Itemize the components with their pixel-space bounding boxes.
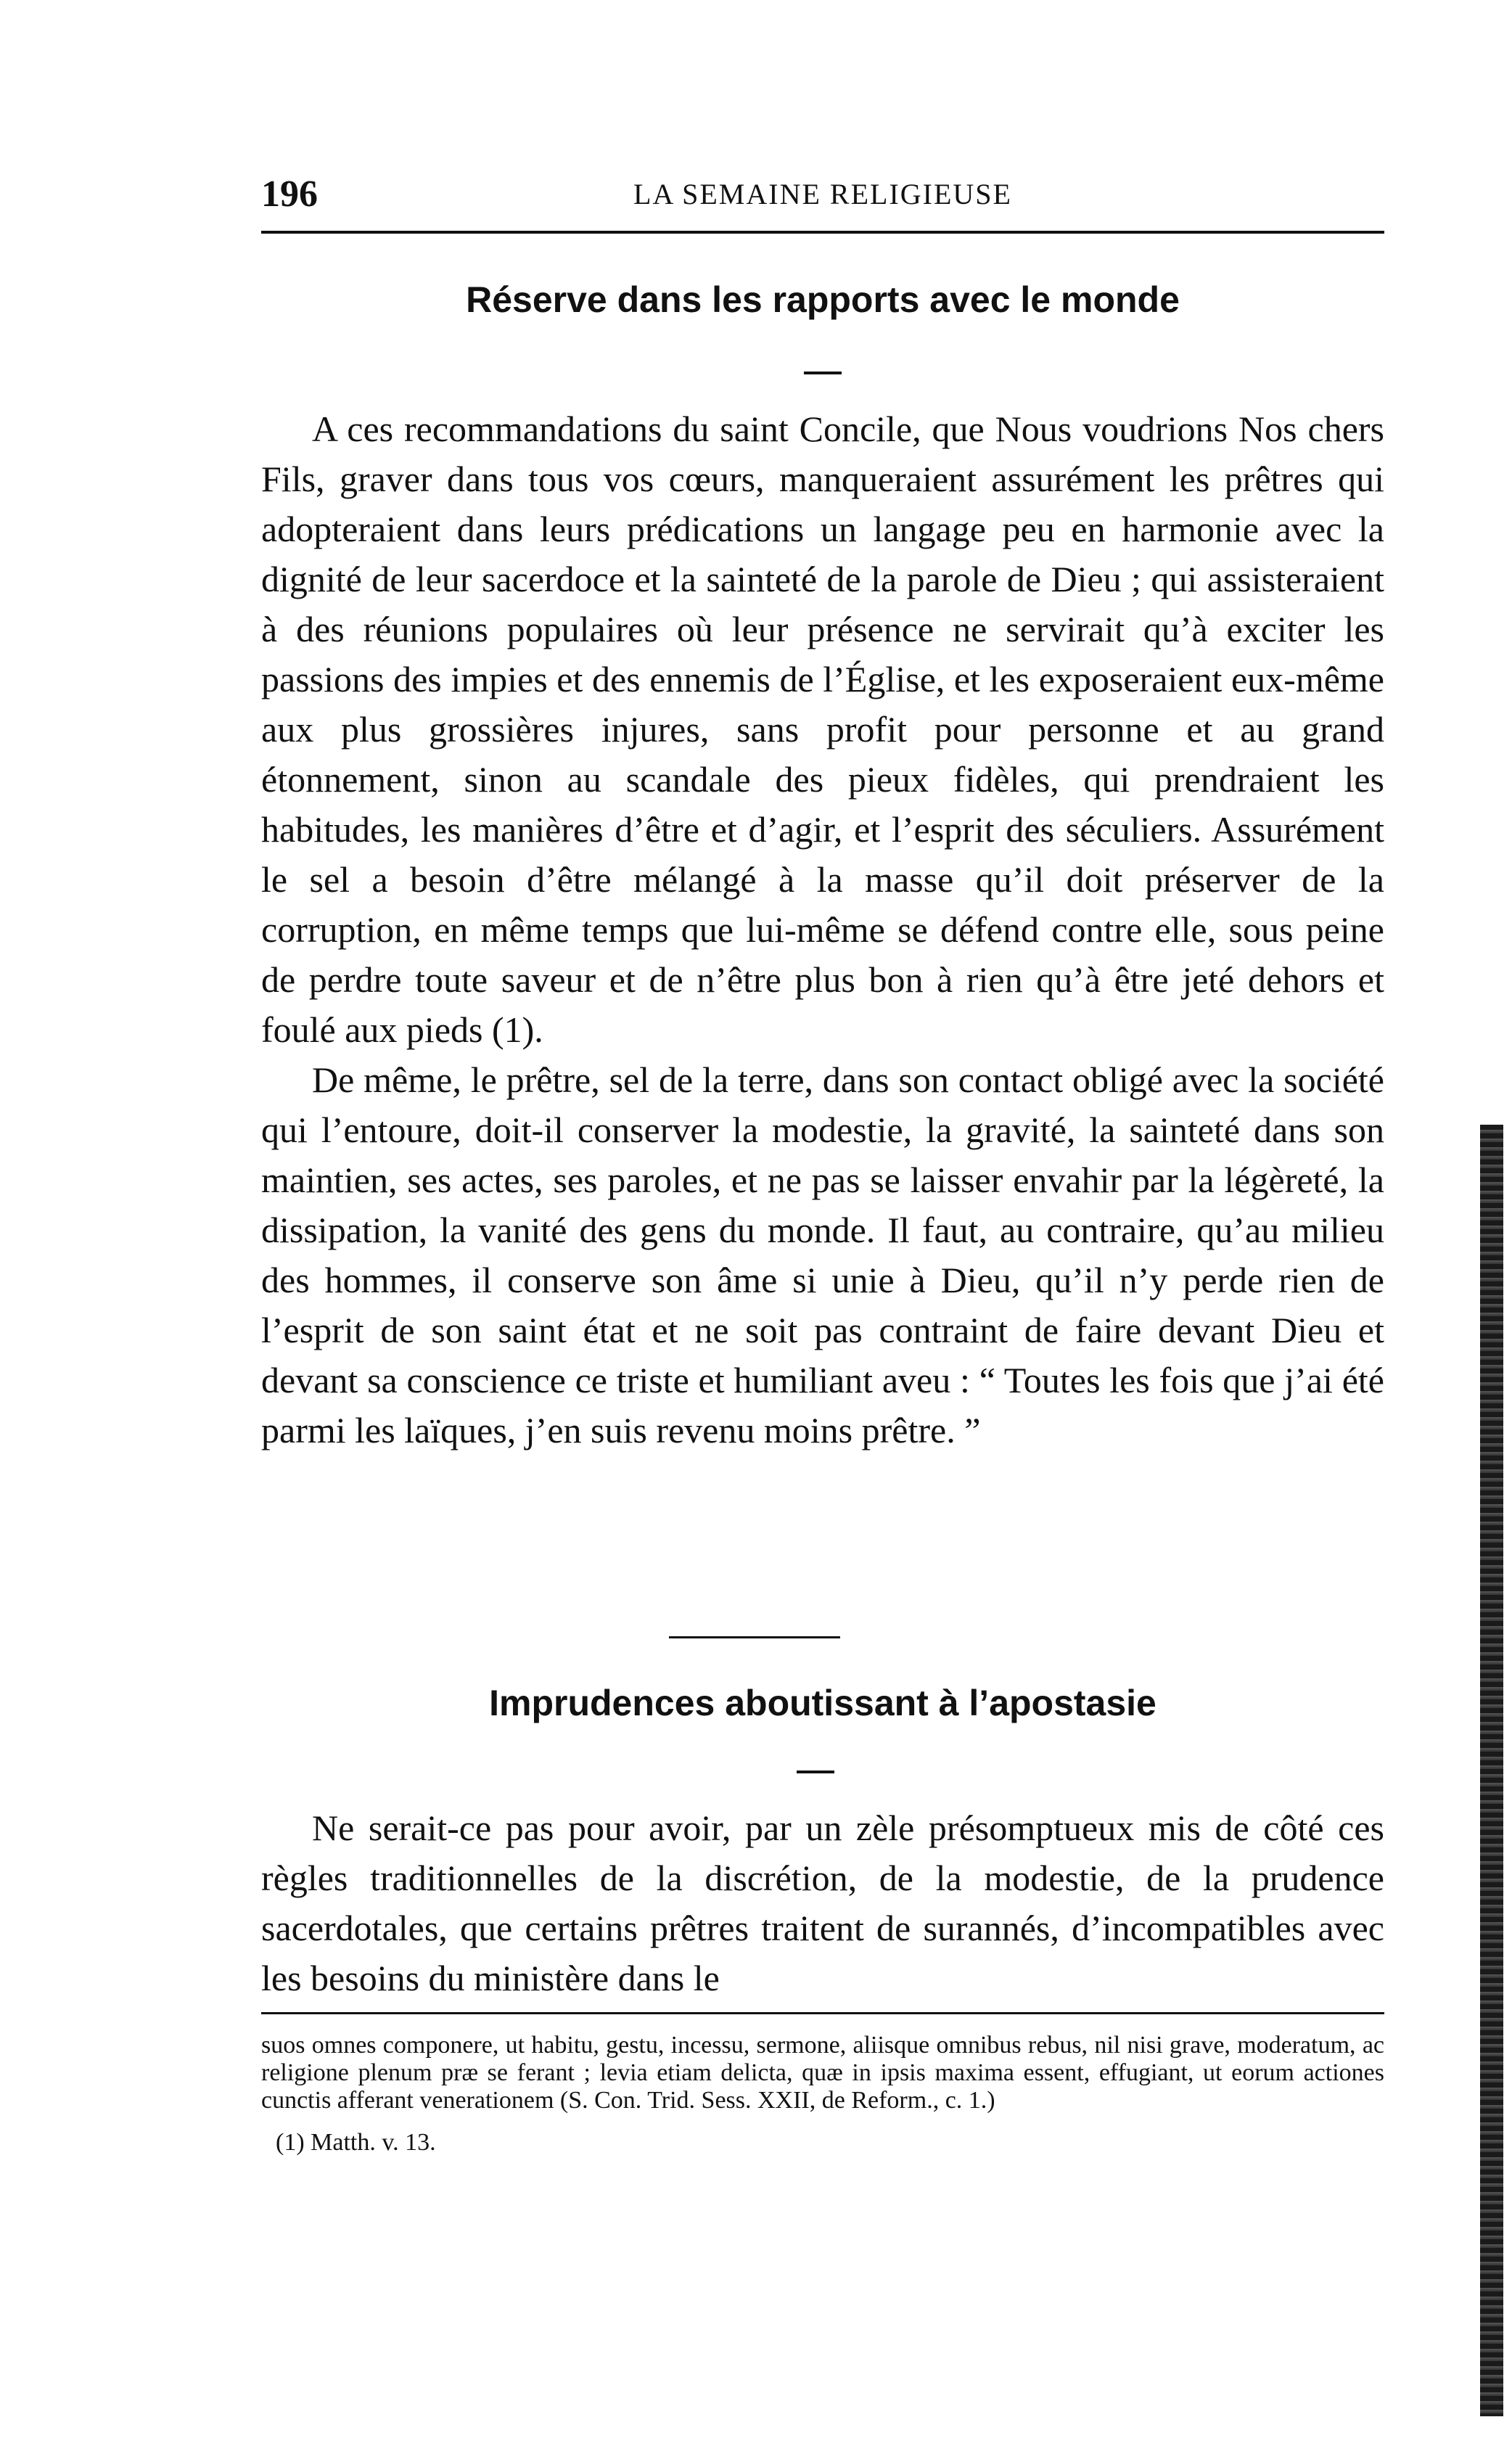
- paragraph: Ne serait-ce pas pour avoir, par un zèle présomptueux mis de côté ces règles traditionnelles de la discrétion, de la modestie, de la prudence sacerdotales, que certains prêtres traitent de surannés, d’incompatibles avec les besoins du ministère dans le: [261, 1807, 1384, 1998]
- page-number: 196: [261, 173, 318, 215]
- paragraph: A ces recommandations du saint Concile, que Nous voudrions Nos chers Fils, graver dans tous vos cœurs, manqueraient assurément les prêtres qui adopteraient dans leurs prédications un langage peu en harmonie avec la dignité de leur sacerdoce et la sainteté de la parole de Dieu ; qui assisteraient à des réunions populaires où leur présence ne servirait qu’à exciter les passions des impies et des ennemis de l’Église, et les exposeraient eux-même aux plus grossières injures, sans profit pour personne et au grand étonnement, sinon au scandale des pieux fidèles, qui prendraient les habitudes, les manières d’être et d’agir, et l’esprit des séculiers. Assurément le sel a besoin d’être mélangé à la masse qu’il doit préserver de la corruption, en même temps que lui-même se défend contre elle, sous peine de perdre toute saveur et de n’être plus bon à rien qu’à être jeté dehors et foulé aux pieds (1).: [261, 409, 1384, 1050]
- running-title: LA SEMAINE RELIGIEUSE: [633, 178, 1012, 210]
- paragraph: De même, le prêtre, sel de la terre, dans son contact obligé avec la société qui l’entoure, doit-il conserver la modestie, la gravité, la sainteté dans son maintien, ses actes, ses paroles, et ne pas se laisser envahir par la légèreté, la dissipation, la vanité des gens du monde. Il faut, au contraire, qu’au milieu des hommes, il conserve son âme si unie à Dieu, qu’il n’y perde rien de l’esprit de son saint état et ne soit pas contraint de faire devant Dieu et devant sa conscience ce triste et humiliant aveu : “ Toutes les fois que j’ai été parmi les laïques, j’en suis revenu moins prêtre. ”: [261, 1059, 1384, 1450]
- section-separator: [669, 1636, 840, 1638]
- title-dash: [804, 372, 842, 374]
- section-title: Réserve dans les rapports avec le monde: [466, 279, 1180, 320]
- footnotes: [261, 2032, 1384, 2157]
- footnote: suos omnes componere, ut habitu, gestu, incessu, sermone, aliisque omnibus rebus, nil nisi grave, moderatum, ac religione plenum præ se ferant ; levia etiam delicta, quæ in ipsis maxima essent, effugiant, ut eorum actiones cunctis afferant venerationem (S. Con. Trid. Sess. XXII, de Reform., c. 1.): [261, 2032, 1384, 2114]
- page-header: [261, 165, 1384, 234]
- title-dash: [797, 1770, 834, 1773]
- footnote-rule: [261, 2012, 1384, 2014]
- page-edge-shadow: [1480, 1125, 1503, 2416]
- footnote: (1) Matth. v. 13.: [276, 2129, 436, 2156]
- section-body: [261, 404, 1384, 1456]
- section-body: [261, 1803, 1384, 2003]
- section-title: Imprudences aboutissant à l’apostasie: [489, 1683, 1156, 1723]
